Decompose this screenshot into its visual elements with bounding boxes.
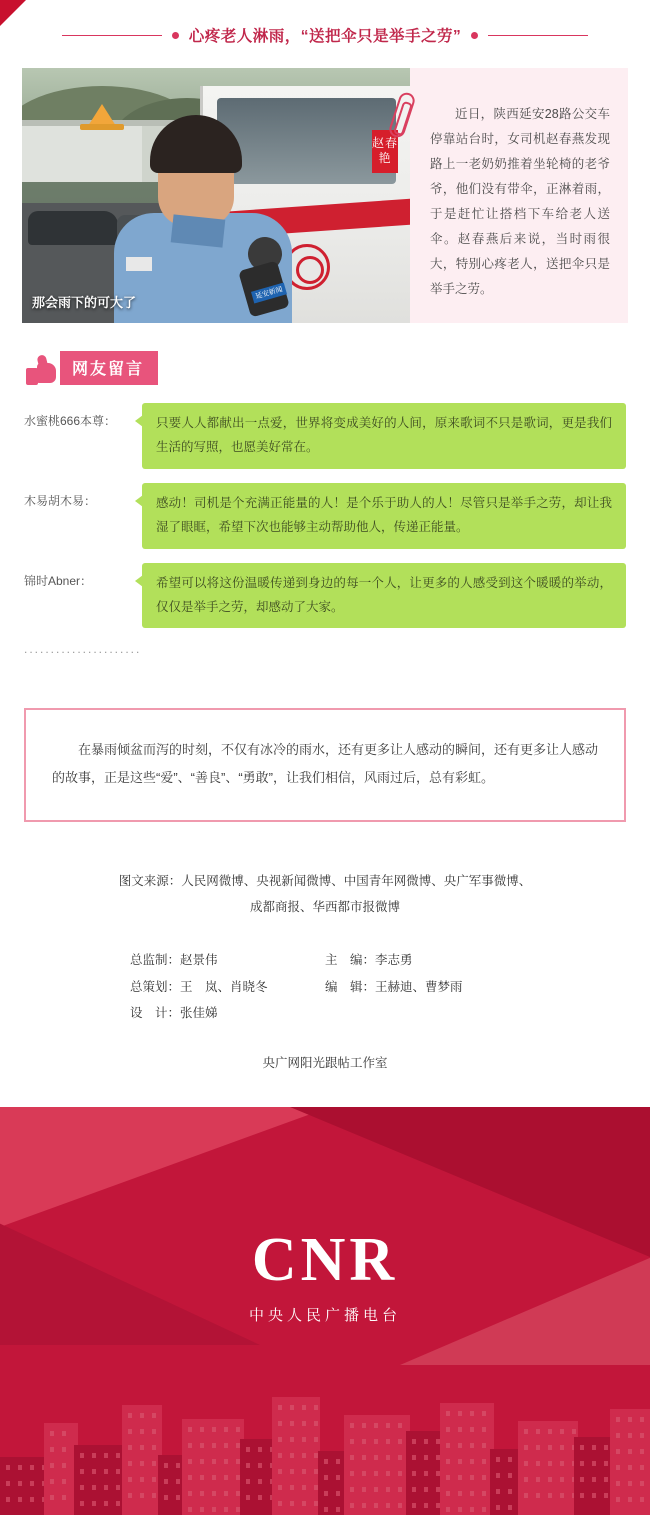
skyline-window (336, 1507, 340, 1512)
comment-text: 只要人人都献出一点爱，世界将变成美好的人间，原来歌词不只是歌词，更是我们生活的写照，也愿美好常在。 (142, 403, 626, 469)
skyline-window (18, 1465, 22, 1470)
skyline-window (290, 1421, 294, 1426)
thumbs-up-icon (24, 355, 58, 385)
skyline-window (374, 1471, 378, 1476)
skyline-window (470, 1459, 474, 1464)
skyline-window (536, 1429, 540, 1434)
skyline-window (412, 1503, 416, 1508)
skyline-window (548, 1461, 552, 1466)
skyline-window (152, 1429, 156, 1434)
photo-bus-window (217, 98, 396, 184)
skyline-window (446, 1427, 450, 1432)
skyline-window (424, 1503, 428, 1508)
skyline-window (92, 1501, 96, 1506)
skyline-window (350, 1487, 354, 1492)
skyline-window (164, 1463, 168, 1468)
skyline-window (628, 1465, 632, 1470)
skyline-window (80, 1501, 84, 1506)
skyline-window (640, 1433, 644, 1438)
skyline-window (50, 1431, 54, 1436)
skyline-window (508, 1457, 512, 1462)
source-line-2: 成都商报、华西都市报微博 (249, 900, 400, 915)
skyline-window (140, 1429, 144, 1434)
skyline-window (324, 1475, 328, 1480)
skyline-window (640, 1497, 644, 1502)
skyline-window (616, 1481, 620, 1486)
skyline-window (592, 1461, 596, 1466)
staff-row (130, 1000, 520, 1027)
skyline-window (30, 1465, 34, 1470)
skyline-window (560, 1445, 564, 1450)
skyline-window (628, 1481, 632, 1486)
staff-block (130, 947, 520, 1028)
skyline-window (278, 1453, 282, 1458)
skyline-window (362, 1455, 366, 1460)
skyline-window (128, 1461, 132, 1466)
skyline-building (44, 1423, 78, 1515)
skyline-window (560, 1477, 564, 1482)
skyline-silhouette (0, 1395, 650, 1515)
skyline-window (536, 1461, 540, 1466)
skyline-window (350, 1423, 354, 1428)
skyline-window (104, 1469, 108, 1474)
skyline-window (6, 1465, 10, 1470)
skyline-window (236, 1427, 240, 1432)
skyline-building (440, 1403, 494, 1515)
skyline-window (482, 1459, 486, 1464)
skyline-window (290, 1485, 294, 1490)
skyline-window (212, 1507, 216, 1512)
skyline-window (362, 1471, 366, 1476)
skyline-window (224, 1459, 228, 1464)
skyline-window (628, 1417, 632, 1422)
skyline-window (278, 1485, 282, 1490)
skyline-window (128, 1413, 132, 1418)
skyline-window (386, 1471, 390, 1476)
headline-rule-right (488, 35, 588, 36)
skyline-window (164, 1495, 168, 1500)
driver-name-tag: 赵春艳 (372, 130, 398, 173)
skyline-window (30, 1481, 34, 1486)
skyline-window (302, 1501, 306, 1506)
skyline-window (560, 1429, 564, 1434)
skyline-window (548, 1429, 552, 1434)
comment-item (24, 563, 626, 629)
staff-row (130, 974, 520, 1001)
skyline-building (240, 1439, 276, 1515)
skyline-window (116, 1501, 120, 1506)
skyline-window (628, 1497, 632, 1502)
skyline-window (50, 1479, 54, 1484)
skyline-window (212, 1475, 216, 1480)
skyline-window (386, 1455, 390, 1460)
skyline-window (152, 1461, 156, 1466)
skyline-window (412, 1455, 416, 1460)
skyline-window (604, 1445, 608, 1450)
skyline-window (290, 1501, 294, 1506)
skyline-window (302, 1485, 306, 1490)
skyline-window (412, 1487, 416, 1492)
comment-item (24, 483, 626, 549)
skyline-window (424, 1455, 428, 1460)
skyline-window (496, 1489, 500, 1494)
skyline-window (258, 1495, 262, 1500)
skyline-window (6, 1497, 10, 1502)
skyline-window (116, 1485, 120, 1490)
source-line-1: 图文来源：人民网微博、央视新闻微博、中国青年网微博、央广军事微博、 (118, 874, 532, 889)
skyline-window (398, 1487, 402, 1492)
skyline-window (116, 1453, 120, 1458)
skyline-building (344, 1415, 410, 1515)
skyline-window (572, 1429, 576, 1434)
photo-caption: 那会雨下的可大了 (32, 295, 137, 310)
news-photo (22, 68, 410, 323)
skyline-window (302, 1453, 306, 1458)
skyline-window (350, 1439, 354, 1444)
skyline-window (524, 1477, 528, 1482)
skyline-window (278, 1437, 282, 1442)
skyline-window (424, 1439, 428, 1444)
skyline-window (524, 1429, 528, 1434)
skyline-window (200, 1427, 204, 1432)
skyline-window (482, 1443, 486, 1448)
traffic-cone-icon (88, 104, 116, 126)
skyline-window (224, 1427, 228, 1432)
skyline-window (386, 1439, 390, 1444)
skyline-window (302, 1405, 306, 1410)
skyline-window (212, 1459, 216, 1464)
skyline-window (458, 1411, 462, 1416)
skyline-window (362, 1439, 366, 1444)
skyline-window (424, 1471, 428, 1476)
skyline-window (278, 1405, 282, 1410)
skyline-window (290, 1453, 294, 1458)
skyline-window (62, 1431, 66, 1436)
skyline-window (412, 1471, 416, 1476)
skyline-window (628, 1449, 632, 1454)
staff-chief-producer: 总监制：赵景伟 (130, 952, 218, 967)
skyline-window (80, 1453, 84, 1458)
skyline-window (314, 1437, 318, 1442)
skyline-window (140, 1445, 144, 1450)
skyline-window (62, 1447, 66, 1452)
skyline-window (176, 1479, 180, 1484)
photo-car-front (28, 211, 118, 245)
skyline-building (574, 1437, 614, 1515)
skyline-window (278, 1469, 282, 1474)
skyline-window (508, 1505, 512, 1510)
skyline-window (62, 1479, 66, 1484)
skyline-window (548, 1445, 552, 1450)
skyline-window (290, 1469, 294, 1474)
staff-row (130, 947, 520, 974)
skyline-window (212, 1427, 216, 1432)
skyline-window (18, 1481, 22, 1486)
skyline-window (496, 1473, 500, 1478)
skyline-window (314, 1405, 318, 1410)
skyline-window (302, 1437, 306, 1442)
skyline-window (524, 1461, 528, 1466)
skyline-window (424, 1487, 428, 1492)
skyline-window (128, 1445, 132, 1450)
skyline-window (548, 1477, 552, 1482)
skyline-window (616, 1449, 620, 1454)
skyline-window (496, 1457, 500, 1462)
photo-driver-collar (171, 214, 226, 247)
skyline-window (200, 1475, 204, 1480)
skyline-window (140, 1413, 144, 1418)
skyline-window (18, 1497, 22, 1502)
top-corner-decoration (0, 0, 26, 26)
skyline-window (80, 1469, 84, 1474)
skyline-window (628, 1433, 632, 1438)
skyline-window (246, 1495, 250, 1500)
skyline-window (350, 1455, 354, 1460)
skyline-window (80, 1485, 84, 1490)
skyline-window (524, 1445, 528, 1450)
skyline-window (398, 1503, 402, 1508)
skyline-window (470, 1427, 474, 1432)
skyline-window (470, 1475, 474, 1480)
skyline-window (324, 1507, 328, 1512)
comment-text: 希望可以将这份温暖传递到身边的每一个人，让更多的人感受到这个暖暖的举动，仅仅是举手之劳，却感动了大家。 (142, 563, 626, 629)
page-title: 心疼老人淋雨，“送把伞只是举手之劳” (188, 28, 462, 45)
skyline-window (482, 1507, 486, 1512)
skyline-window (362, 1423, 366, 1428)
skyline-window (302, 1421, 306, 1426)
skyline-window (536, 1477, 540, 1482)
comment-username: 锦时Abner： (24, 573, 93, 588)
skyline-window (362, 1487, 366, 1492)
skyline-window (446, 1411, 450, 1416)
story-block (22, 68, 628, 323)
skyline-window (246, 1463, 250, 1468)
skyline-window (246, 1479, 250, 1484)
footer-banner (0, 1107, 650, 1515)
skyline-window (508, 1489, 512, 1494)
skyline-window (592, 1445, 596, 1450)
skyline-window (152, 1413, 156, 1418)
staff-editor: 编 辑：王赫迪、曹梦雨 (325, 979, 463, 994)
skyline-window (224, 1443, 228, 1448)
skyline-window (212, 1443, 216, 1448)
skyline-window (580, 1445, 584, 1450)
skyline-window (128, 1477, 132, 1482)
skyline-window (188, 1475, 192, 1480)
skyline-window (482, 1475, 486, 1480)
skyline-window (336, 1475, 340, 1480)
skyline-window (616, 1417, 620, 1422)
skyline-window (482, 1427, 486, 1432)
skyline-window (374, 1439, 378, 1444)
staff-planner: 总策划：王 岚、肖晓冬 (130, 979, 268, 994)
skyline-window (386, 1503, 390, 1508)
skyline-window (374, 1455, 378, 1460)
comment-text: 感动！司机是个充满正能量的人！是个乐于助人的人！尽管只是举手之劳，却让我湿了眼眶，希望下次也能够主动帮助他人，传递正能量。 (142, 483, 626, 549)
skyline-window (536, 1445, 540, 1450)
skyline-window (224, 1475, 228, 1480)
skyline-window (336, 1459, 340, 1464)
skyline-window (386, 1423, 390, 1428)
skyline-window (398, 1423, 402, 1428)
staff-designer: 设 计：张佳娣 (130, 1006, 218, 1021)
skyline-window (640, 1449, 644, 1454)
skyline-window (496, 1505, 500, 1510)
skyline-window (140, 1461, 144, 1466)
skyline-window (446, 1507, 450, 1512)
skyline-window (324, 1459, 328, 1464)
photo-driver-badge (126, 257, 152, 271)
skyline-window (446, 1443, 450, 1448)
skyline-window (246, 1447, 250, 1452)
closing-text: 在暴雨倾盆而泻的时刻，不仅有冰冷的雨水，还有更多让人感动的瞬间，还有更多让人感动的故事，正是这些“爱”、“善良”、“勇敢”，让我们相信，风雨过后，总有彩虹。 (52, 742, 599, 786)
comment-username: 木易胡木易： (24, 493, 97, 508)
skyline-building (518, 1421, 578, 1515)
skyline-window (278, 1421, 282, 1426)
skyline-window (386, 1487, 390, 1492)
skyline-window (176, 1495, 180, 1500)
skyline-window (278, 1501, 282, 1506)
skyline-window (116, 1469, 120, 1474)
microphone-label: 延安新闻 (251, 283, 287, 304)
skyline-window (640, 1481, 644, 1486)
skyline-window (30, 1497, 34, 1502)
skyline-window (140, 1477, 144, 1482)
cnr-logo-subtitle: 中央人民广播电台 (248, 1307, 401, 1325)
skyline-window (604, 1461, 608, 1466)
skyline-window (188, 1507, 192, 1512)
skyline-building (272, 1397, 320, 1515)
skyline-building (610, 1409, 650, 1515)
headline-rule-left (62, 35, 162, 36)
skyline-window (290, 1437, 294, 1442)
comment-username: 水蜜桃666本尊： (24, 414, 117, 428)
skyline-window (412, 1439, 416, 1444)
skyline-window (200, 1507, 204, 1512)
skyline-window (92, 1453, 96, 1458)
comments-ellipsis: ...................... (24, 642, 142, 657)
skyline-window (446, 1475, 450, 1480)
skyline-window (290, 1405, 294, 1410)
skyline-window (458, 1427, 462, 1432)
skyline-building (74, 1445, 126, 1515)
comment-item (24, 403, 626, 469)
skyline-window (258, 1479, 262, 1484)
skyline-window (560, 1461, 564, 1466)
skyline-window (92, 1469, 96, 1474)
skyline-window (50, 1447, 54, 1452)
skyline-window (188, 1459, 192, 1464)
skyline-window (224, 1507, 228, 1512)
skyline-window (398, 1455, 402, 1460)
closing-box (24, 708, 626, 822)
skyline-window (470, 1507, 474, 1512)
skyline-window (592, 1477, 596, 1482)
skyline-window (200, 1459, 204, 1464)
comments-section-header (24, 351, 650, 385)
skyline-building (182, 1419, 244, 1515)
skyline-window (616, 1497, 620, 1502)
skyline-window (640, 1417, 644, 1422)
skyline-window (258, 1463, 262, 1468)
traffic-cone-base (80, 124, 124, 130)
skyline-window (470, 1411, 474, 1416)
skyline-window (104, 1485, 108, 1490)
skyline-window (176, 1463, 180, 1468)
skyline-window (604, 1477, 608, 1482)
staff-chief-editor: 主 编：李志勇 (325, 952, 413, 967)
skyline-window (458, 1507, 462, 1512)
skyline-window (482, 1411, 486, 1416)
skyline-window (50, 1463, 54, 1468)
skyline-window (62, 1495, 66, 1500)
staff-empty (325, 1000, 520, 1027)
story-paragraph: 近日，陕西延安28路公交车停靠站台时，女司机赵春燕发现路上一老奶奶推着坐轮椅的老爷爷，他们没有带伞，正淋着雨，于是赶忙让搭档下车给老人送伞。赵春燕后来说，当时雨很大，特别心疼老人，送把伞只是举手之劳。 (430, 107, 610, 296)
skyline-window (362, 1503, 366, 1508)
story-text-card (410, 68, 628, 323)
skyline-window (62, 1463, 66, 1468)
skyline-window (640, 1465, 644, 1470)
headline-dot-left (172, 32, 179, 39)
skyline-window (374, 1487, 378, 1492)
skyline-window (188, 1443, 192, 1448)
skyline-building (122, 1405, 162, 1515)
skyline-building (406, 1431, 444, 1515)
skyline-window (200, 1443, 204, 1448)
skyline-window (258, 1447, 262, 1452)
skyline-window (302, 1469, 306, 1474)
skyline-window (398, 1439, 402, 1444)
skyline-window (92, 1485, 96, 1490)
skyline-window (164, 1479, 168, 1484)
comments-list (24, 403, 626, 628)
skyline-window (580, 1477, 584, 1482)
skyline-window (104, 1501, 108, 1506)
skyline-window (458, 1475, 462, 1480)
cnr-logo-block (0, 1225, 650, 1325)
comments-section-title: 网友留言 (60, 351, 158, 385)
headline-row (0, 0, 650, 60)
headline-dot-right (471, 32, 478, 39)
skyline-window (580, 1461, 584, 1466)
skyline-window (104, 1453, 108, 1458)
skyline-window (350, 1503, 354, 1508)
skyline-window (458, 1443, 462, 1448)
skyline-window (152, 1445, 156, 1450)
skyline-window (458, 1459, 462, 1464)
skyline-window (374, 1503, 378, 1508)
skyline-window (188, 1427, 192, 1432)
skyline-window (616, 1465, 620, 1470)
credits-block (0, 868, 650, 921)
skyline-window (508, 1473, 512, 1478)
skyline-window (374, 1423, 378, 1428)
skyline-window (152, 1477, 156, 1482)
skyline-window (470, 1443, 474, 1448)
skyline-window (446, 1459, 450, 1464)
skyline-window (50, 1495, 54, 1500)
skyline-window (350, 1471, 354, 1476)
studio-credit: 央广网阳光跟帖工作室 (262, 1056, 388, 1071)
skyline-window (128, 1429, 132, 1434)
skyline-window (616, 1433, 620, 1438)
skyline-window (6, 1481, 10, 1486)
skyline-window (314, 1421, 318, 1426)
cnr-logo-text: CNR (251, 1226, 399, 1295)
skyline-window (398, 1471, 402, 1476)
